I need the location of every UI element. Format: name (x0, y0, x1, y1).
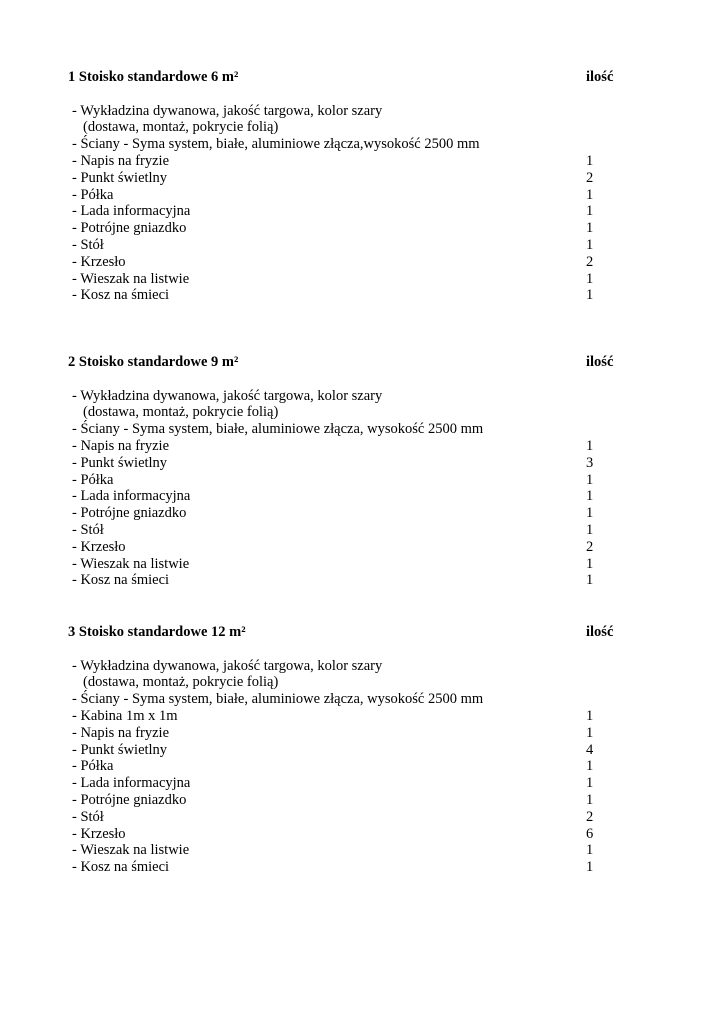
item-label: - Ściany - Syma system, białe, aluminiowe złącza, wysokość 2500 mm (72, 691, 484, 708)
item-quantity: 3 (586, 454, 594, 471)
item-label: - Krzesło (72, 538, 126, 555)
item-quantity: 1 (586, 203, 594, 220)
item-label: - Krzesło (72, 825, 126, 842)
item-quantity: 1 (586, 287, 594, 304)
list-item (68, 572, 618, 589)
item-list (68, 103, 618, 305)
item-quantity: 6 (586, 825, 594, 842)
list-item (68, 237, 618, 254)
item-quantity: 1 (586, 152, 594, 169)
list-item (68, 674, 618, 691)
item-label: - Półka (72, 758, 114, 775)
list-item (68, 708, 618, 725)
list-item (68, 220, 618, 237)
item-quantity: 1 (586, 758, 594, 775)
list-item (68, 421, 618, 438)
item-label: - Lada informacyjna (72, 488, 191, 505)
item-label: - Napis na fryzie (72, 724, 170, 741)
quantity-header: ilość (586, 624, 614, 640)
item-label: - Stół (72, 521, 104, 538)
list-item (68, 271, 618, 288)
item-label: - Punkt świetlny (72, 741, 168, 758)
item-quantity: 1 (586, 842, 594, 859)
item-quantity: 1 (586, 521, 594, 538)
list-item (68, 522, 618, 539)
list-item (68, 505, 618, 522)
item-label: (dostawa, montaż, pokrycie folią) (83, 119, 279, 136)
item-label: - Półka (72, 471, 114, 488)
item-label: - Punkt świetlny (72, 454, 168, 471)
section-title: 2 Stoisko standardowe 9 m² (68, 354, 239, 370)
item-quantity: 2 (586, 253, 594, 270)
item-label: - Wieszak na listwie (72, 270, 190, 287)
item-quantity: 1 (586, 505, 594, 522)
item-quantity: 1 (586, 572, 594, 589)
item-label: - Półka (72, 186, 114, 203)
list-item (68, 691, 618, 708)
item-quantity: 1 (586, 488, 594, 505)
section-stand-9m2 (68, 354, 618, 589)
item-label: - Wieszak na listwie (72, 555, 190, 572)
section-title: 3 Stoisko standardowe 12 m² (68, 624, 246, 640)
item-label: - Lada informacyjna (72, 775, 191, 792)
item-quantity: 1 (586, 724, 594, 741)
item-quantity: 2 (586, 169, 594, 186)
section-stand-12m2 (68, 624, 618, 876)
item-label: - Stół (72, 236, 104, 253)
item-label: - Wykładzina dywanowa, jakość targowa, kolor szary (72, 387, 383, 404)
list-item (68, 170, 618, 187)
list-item (68, 725, 618, 742)
list-item (68, 455, 618, 472)
quantity-header: ilość (586, 354, 614, 370)
item-label: - Punkt świetlny (72, 169, 168, 186)
list-item (68, 775, 618, 792)
list-item (68, 556, 618, 573)
item-quantity: 1 (586, 791, 594, 808)
list-item (68, 826, 618, 843)
list-item (68, 119, 618, 136)
list-item (68, 658, 618, 675)
item-label: - Potrójne gniazdko (72, 505, 187, 522)
list-item (68, 103, 618, 120)
item-quantity: 2 (586, 808, 594, 825)
item-label: - Potrójne gniazdko (72, 220, 187, 237)
list-item (68, 809, 618, 826)
item-label: - Krzesło (72, 253, 126, 270)
list-item (68, 758, 618, 775)
item-label: - Kosz na śmieci (72, 572, 170, 589)
list-item (68, 388, 618, 405)
list-item (68, 404, 618, 421)
item-label: - Kosz na śmieci (72, 287, 170, 304)
item-label: - Wykładzina dywanowa, jakość targowa, kolor szary (72, 102, 383, 119)
item-quantity: 4 (586, 741, 594, 758)
list-item (68, 438, 618, 455)
list-item (68, 287, 618, 304)
section-header (68, 624, 618, 641)
list-item (68, 153, 618, 170)
item-label: - Potrójne gniazdko (72, 791, 187, 808)
item-label: - Wykładzina dywanowa, jakość targowa, kolor szary (72, 657, 383, 674)
item-quantity: 1 (586, 707, 594, 724)
item-list (68, 388, 618, 590)
item-quantity: 1 (586, 775, 594, 792)
section-header (68, 354, 618, 371)
item-label: - Ściany - Syma system, białe, aluminiowe złącza, wysokość 2500 mm (72, 421, 484, 438)
item-quantity: 1 (586, 220, 594, 237)
list-item (68, 136, 618, 153)
item-label: - Stół (72, 808, 104, 825)
list-item (68, 742, 618, 759)
item-label: - Wieszak na listwie (72, 842, 190, 859)
item-label: - Ściany - Syma system, białe, aluminiowe złącza,wysokość 2500 mm (72, 136, 480, 153)
section-stand-6m2 (68, 69, 618, 304)
item-label: - Napis na fryzie (72, 437, 170, 454)
list-item (68, 488, 618, 505)
item-quantity: 1 (586, 270, 594, 287)
quantity-header: ilość (586, 69, 614, 85)
item-quantity: 1 (586, 186, 594, 203)
list-item (68, 859, 618, 876)
list-item (68, 203, 618, 220)
list-item (68, 842, 618, 859)
item-list (68, 658, 618, 876)
item-quantity: 1 (586, 437, 594, 454)
item-label: (dostawa, montaż, pokrycie folią) (83, 404, 279, 421)
list-item (68, 539, 618, 556)
item-quantity: 1 (586, 236, 594, 253)
item-quantity: 1 (586, 555, 594, 572)
item-quantity: 1 (586, 859, 594, 876)
section-header (68, 69, 618, 86)
item-quantity: 2 (586, 538, 594, 555)
list-item (68, 254, 618, 271)
list-item (68, 187, 618, 204)
item-label: - Kabina 1m x 1m (72, 707, 178, 724)
list-item (68, 792, 618, 809)
section-title: 1 Stoisko standardowe 6 m² (68, 69, 239, 85)
item-label: - Lada informacyjna (72, 203, 191, 220)
item-label: - Kosz na śmieci (72, 859, 170, 876)
item-quantity: 1 (586, 471, 594, 488)
item-label: - Napis na fryzie (72, 152, 170, 169)
item-label: (dostawa, montaż, pokrycie folią) (83, 674, 279, 691)
list-item (68, 472, 618, 489)
